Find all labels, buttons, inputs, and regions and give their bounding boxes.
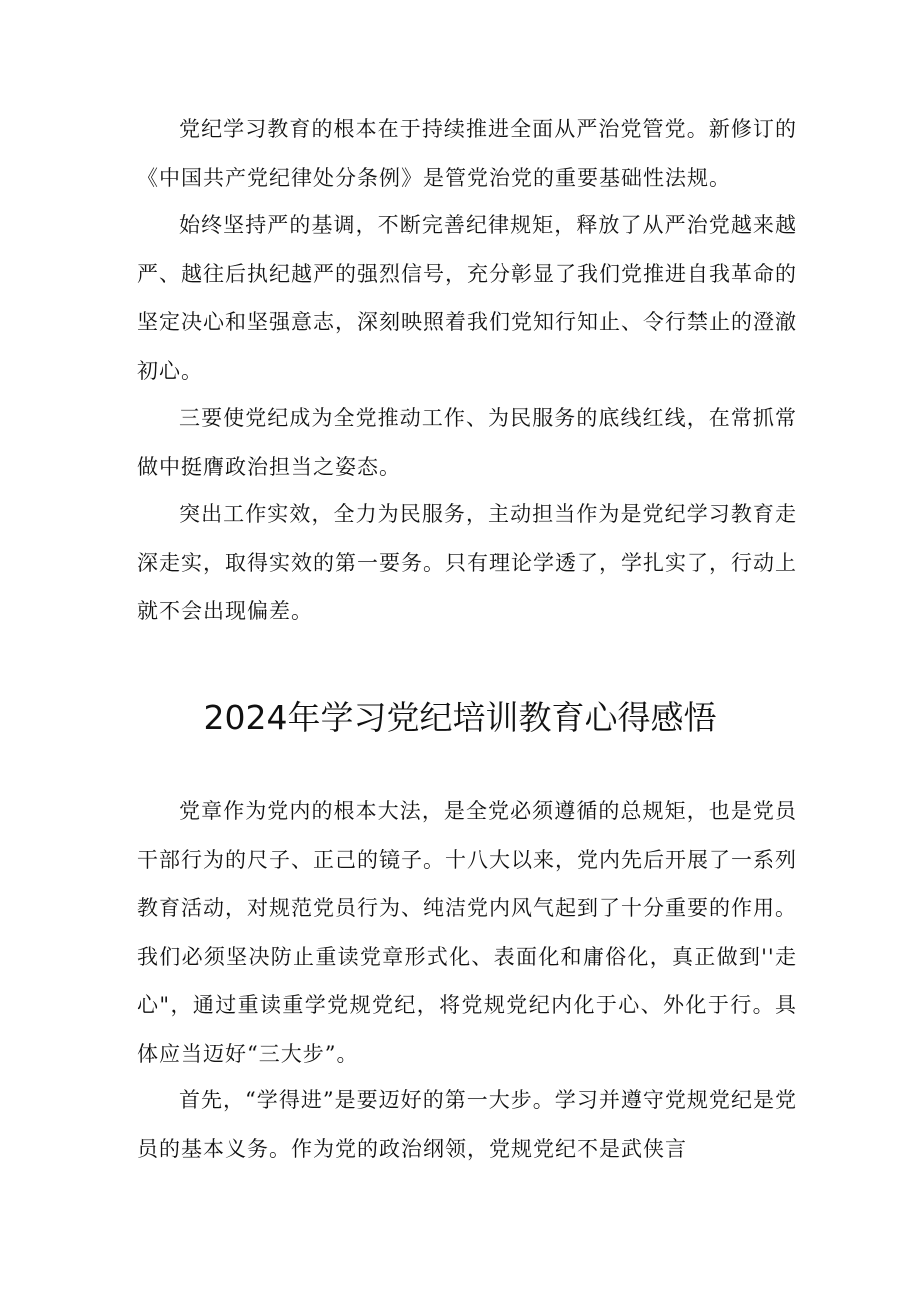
paragraph-4: 突出工作实效，全力为民服务，主动担当作为是党纪学习教育走深走实，取得实效的第一要务。只有理论学透了，学扎实了，行动上就不会出现偏差。 bbox=[137, 502, 797, 623]
paragraph-3: 三要使党纪成为全党推动工作、为民服务的底线红线，在常抓常做中挺膺政治担当之姿态。 bbox=[137, 406, 797, 479]
paragraph-6: 首先，“学得进”是要迈好的第一大步。学习并遵守党规党纪是党员的基本义务。作为党的政治纲领，党规党纪不是武侠言 bbox=[137, 1088, 797, 1161]
article-title: 2024年学习党纪培训教育心得感悟 bbox=[203, 698, 717, 737]
paragraph-5: 党章作为党内的根本大法，是全党必须遵循的总规矩，也是党员干部行为的尺子、正己的镜子。十八大以来，党内先后开展了一系列教育活动，对规范党员行为、纯洁党内风气起到了十分重要的作用。我们必须坚决防止重读党章形式化、表面化和庸俗化，真正做到''走心"，通过重读重学党规党纪，将党规党纪内化于心、外化于行。具体应当迈好“三大步”。 bbox=[137, 799, 797, 1066]
paragraph-2: 始终坚持严的基调，不断完善纪律规矩，释放了从严治党越来越严、越往后执纪越严的强烈信号，充分彰显了我们党推进自我革命的坚定决心和坚强意志，深刻映照着我们党知行知止、令行禁止的澄澈初心。 bbox=[137, 213, 797, 383]
paragraph-1: 党纪学习教育的根本在于持续推进全面从严治党管党。新修订的《中国共产党纪律处分条例》是管党治党的重要基础性法规。 bbox=[137, 117, 797, 190]
